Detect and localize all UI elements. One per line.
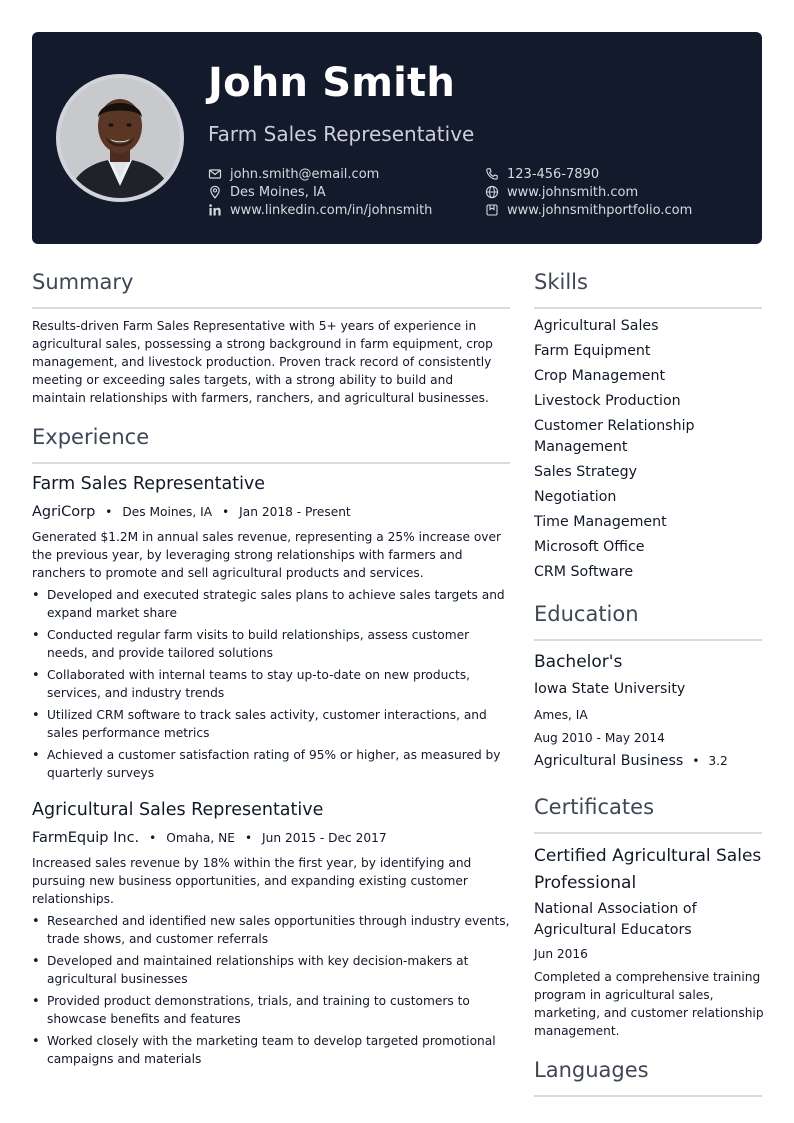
education-dates: Aug 2010 - May 2014 bbox=[534, 731, 665, 745]
portfolio-text: www.johnsmithportfolio.com bbox=[507, 202, 693, 218]
job-title: Agricultural Sales Representative bbox=[32, 800, 324, 820]
bullet-item: • Developed and executed strategic sales plans to achieve sales targets and expand market share bbox=[32, 586, 512, 622]
certificate-date: Jun 2016 bbox=[534, 947, 588, 961]
bullet-item: • Collaborated with internal teams to stay up-to-date on new products, services, and industry trends bbox=[32, 666, 512, 702]
mail-icon bbox=[208, 167, 222, 181]
bullet-item: • Conducted regular farm visits to build relationships, assess customer needs, and provide tailored solutions bbox=[32, 626, 512, 662]
job-location: Omaha, NE bbox=[166, 831, 235, 845]
education-field-row bbox=[534, 753, 728, 769]
bullet-item: • Achieved a customer satisfaction rating of 95% or higher, as measured by quarterly surveys bbox=[32, 746, 512, 782]
skill-item: Agricultural Sales bbox=[534, 318, 659, 334]
job-bullets bbox=[32, 586, 512, 786]
separator-dot: • bbox=[244, 831, 253, 845]
email-text: john.smith@email.com bbox=[230, 166, 380, 182]
portrait-illustration bbox=[60, 78, 180, 198]
skills-divider bbox=[534, 307, 762, 309]
skill-item: Sales Strategy bbox=[534, 464, 638, 480]
location-text: Des Moines, IA bbox=[230, 184, 326, 200]
certificate-issuer: National Association of Agricultural Educators bbox=[534, 901, 697, 938]
linkedin-icon bbox=[208, 203, 222, 217]
skill-item: Livestock Production bbox=[534, 393, 681, 409]
education-degree: Bachelor's bbox=[534, 652, 623, 672]
bullet-item: • Utilized CRM software to track sales activity, customer interactions, and sales performance metrics bbox=[32, 706, 512, 742]
contact-phone[interactable] bbox=[485, 165, 599, 183]
skill-item: Farm Equipment bbox=[534, 343, 651, 359]
bullet-item: • Developed and maintained relationships with key decision-makers at agricultural businesses bbox=[32, 952, 512, 988]
job-summary: Increased sales revenue by 18% within the first year, by identifying and pursuing new business opportunities, and expanding existing customer relationships. bbox=[32, 856, 472, 906]
languages-heading: Languages bbox=[534, 1058, 649, 1082]
skill-item: Crop Management bbox=[534, 368, 666, 384]
languages-divider bbox=[534, 1095, 762, 1097]
certificate-name: Certified Agricultural Sales Professional bbox=[534, 846, 762, 893]
separator-dot: • bbox=[105, 505, 113, 519]
phone-icon bbox=[485, 167, 499, 181]
education-heading: Education bbox=[534, 602, 639, 626]
summary-heading: Summary bbox=[32, 270, 134, 294]
job-company: FarmEquip Inc. bbox=[32, 830, 140, 846]
candidate-title: Farm Sales Representative bbox=[208, 122, 475, 146]
education-gpa: 3.2 bbox=[708, 754, 728, 768]
contact-website[interactable] bbox=[485, 183, 638, 201]
skill-item: Time Management bbox=[534, 514, 667, 530]
skills-list bbox=[534, 316, 762, 587]
education-divider bbox=[534, 639, 762, 641]
job-title: Farm Sales Representative bbox=[32, 474, 266, 494]
education-location: Ames, IA bbox=[534, 708, 588, 722]
job-company: AgriCorp bbox=[32, 504, 96, 520]
location-pin-icon bbox=[208, 185, 222, 199]
globe-icon bbox=[485, 185, 499, 199]
contact-portfolio[interactable] bbox=[485, 201, 692, 219]
job-meta bbox=[32, 830, 387, 846]
bullet-item: • Researched and identified new sales opportunities through industry events, trade shows, and customer referrals bbox=[32, 912, 512, 948]
website-text: www.johnsmith.com bbox=[507, 184, 639, 200]
linkedin-text: www.linkedin.com/in/johnsmith bbox=[230, 202, 433, 218]
skills-heading: Skills bbox=[534, 270, 588, 294]
job-summary: Generated $1.2M in annual sales revenue, representing a 25% increase over the previous year, by leveraging strong relationships with farmers and ranchers to promote and sell agricultural products and services. bbox=[32, 530, 501, 580]
contact-linkedin[interactable] bbox=[208, 201, 432, 219]
job-location: Des Moines, IA bbox=[122, 505, 213, 519]
education-field: Agricultural Business bbox=[534, 753, 684, 769]
candidate-name: John Smith bbox=[208, 60, 456, 106]
certificate-description: Completed a comprehensive training program in agricultural sales, marketing, and customer relationship management. bbox=[534, 970, 764, 1038]
education-school: Iowa State University bbox=[534, 681, 686, 697]
summary-text: Results-driven Farm Sales Representative with 5+ years of experience in agricultural sales, possessing a strong background in farm equipment, crop management, and livestock production. Proven track record of consistently meeting or exceeding sales targets, with a strong ability to build and maintain relationships with farmers, ranchers, and agricultural businesses. bbox=[32, 319, 493, 405]
skill-item: Microsoft Office bbox=[534, 539, 645, 555]
job-meta bbox=[32, 504, 351, 520]
portfolio-icon bbox=[485, 203, 499, 217]
job-bullets bbox=[32, 912, 512, 1072]
separator-dot: • bbox=[692, 754, 700, 768]
separator-dot: • bbox=[222, 505, 230, 519]
job-dates: Jan 2018 - Present bbox=[239, 505, 351, 519]
summary-divider bbox=[32, 307, 510, 309]
bullet-item: • Provided product demonstrations, trials, and training to customers to showcase benefits and features bbox=[32, 992, 512, 1028]
resume-header bbox=[32, 32, 762, 244]
experience-divider bbox=[32, 462, 510, 464]
contact-email[interactable] bbox=[208, 165, 379, 183]
skill-item: Customer Relationship Management bbox=[534, 418, 695, 455]
phone-text: 123-456-7890 bbox=[507, 166, 600, 182]
job-dates: Jun 2015 - Dec 2017 bbox=[262, 831, 387, 845]
separator-dot: • bbox=[149, 831, 157, 845]
experience-heading: Experience bbox=[32, 425, 150, 449]
bullet-item: • Worked closely with the marketing team to develop targeted promotional campaigns and materials bbox=[32, 1032, 512, 1068]
skill-item: Negotiation bbox=[534, 489, 617, 505]
contact-location bbox=[208, 183, 326, 201]
skill-item: CRM Software bbox=[534, 564, 634, 580]
profile-photo bbox=[56, 74, 184, 202]
certificates-divider bbox=[534, 832, 762, 834]
certificates-heading: Certificates bbox=[534, 795, 655, 819]
